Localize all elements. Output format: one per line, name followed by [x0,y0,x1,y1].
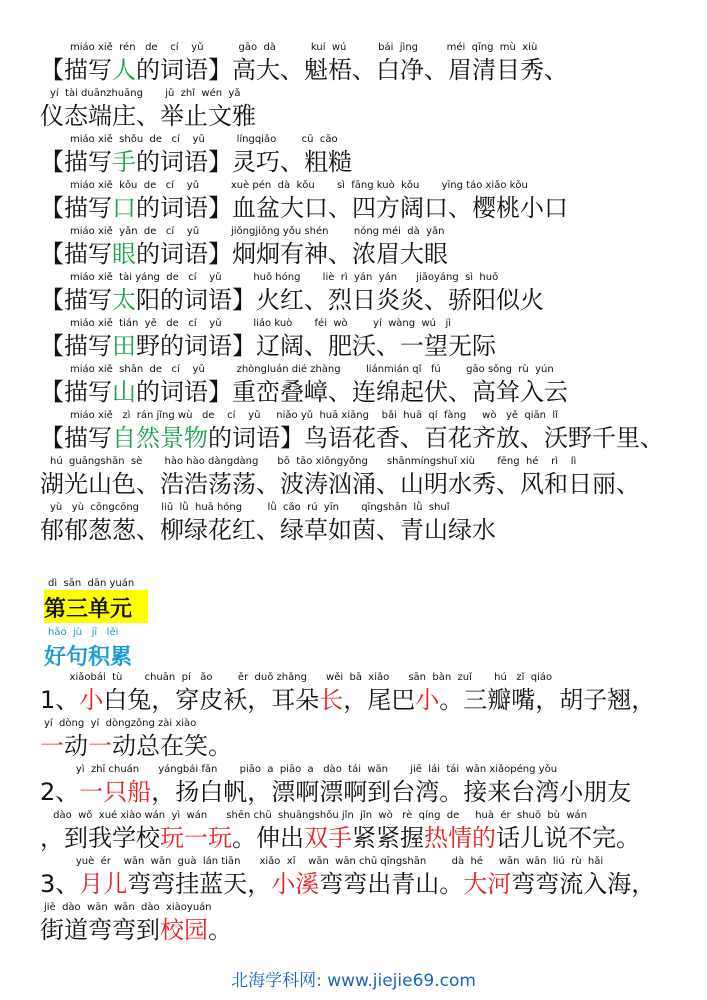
pinyin: hú guāngshān sè hào hào dàngdàng bō tāo xiōngyǒng shānmíngshuǐ xiù fēng hé rì lì [50,456,577,467]
highlight-word: 太 [112,286,136,314]
vocab-text: 【描写山的词语】重峦叠嶂、连绵起伏、高耸入云 [40,378,568,406]
sentence-text: ，到我学校玩一玩。伸出双手紧紧握热情的话儿说不完。 [40,824,640,852]
footer-link[interactable]: 北海学科网: www.jiejie69.com [231,971,476,991]
vocab-text: 湖光山色、浩浩荡荡、波涛汹涌、山明水秀、风和日丽、 [40,470,640,498]
highlight-word: 口 [112,194,136,222]
vocab-text: 【描写田野的词语】辽阔、肥沃、一望无际 [40,332,496,360]
highlight-word: 自然景物 [112,424,208,452]
vocab-text: 【描写手的词语】灵巧、粗糙 [40,148,352,176]
vocab-text: 【描写自然景物的词语】鸟语花香、百花齐放、沃野千里、 [40,424,664,452]
pinyin: miáo xiě yǎn de cí yǔ jiǒngjiǒng yǒu shén nóng méi dà yǎn [70,226,445,237]
unit-title: 第三单元 [44,597,133,622]
highlight-word: 田 [112,332,136,360]
sentence-text: 2、一只船，扬白帆，漂啊漂啊到台湾。接来台湾小朋友 [40,778,632,806]
pinyin: miáo xiě zì rán jǐng wù de cí yǔ niǎo yǔ huā xiāng bǎi huā qí fàng wò yě qiān lǐ [70,410,558,421]
unit-pinyin: dì sān dān yuán [48,578,135,589]
pinyin: miáo xiě tián yě de cí yǔ liáo kuò féi wò yí wàng wú jì [70,318,452,329]
sentence-text: 街道弯弯到校园。 [40,916,232,944]
vocab-text: 郁郁葱葱、柳绿花红、绿草如茵、青山绿水 [40,516,496,544]
vocab-text: 【描写人的词语】高大、魁梧、白净、眉清目秀、 [40,56,568,84]
sentence-text: 1、小白兔，穿皮袄，耳朵长，尾巴小。三瓣嘴，胡子翘， [40,686,656,714]
vocab-text: 【描写太阳的词语】火红、烈日炎炎、骄阳似火 [40,286,544,314]
section-pinyin: hǎo jù jī lěi [48,627,119,638]
highlight-word: 眼 [112,240,136,268]
vocab-text: 仪态端庄、举止文雅 [40,102,256,130]
highlight-word: 手 [112,148,136,176]
pinyin: yì zhī chuán yángbái fān piāo a piāo a dào tái wān jiē lái tái wān xiǎopéng yǒu [60,764,558,775]
pinyin: xiǎobái tù chuān pí ǎo ěr duǒ zhǎng wěi bā xiǎo sān bàn zuǐ hú zǐ qiáo [60,672,553,683]
pinyin: miáo xiě tài yáng de cí yǔ huǒ hóng liè rì yán yán jiāoyáng sì huǒ [70,272,499,283]
pinyin: miáo xiě shǒu de cí yǔ língqiǎo cū cāo [70,134,338,145]
sentence-text: 一动一动总在笑。 [40,732,232,760]
highlight-word: 山 [112,378,136,406]
highlight-word: 人 [112,56,136,84]
pinyin: yù yù cōngcōng liǔ lǜ huā hóng lǜ cǎo rú yīn qīngshān lǜ shuǐ [50,502,450,513]
sentence-text: 3、月儿弯弯挂蓝天，小溪弯弯出青山。大河弯弯流入海， [40,870,656,898]
pinyin: miáo xiě rén de cí yǔ gāo dà kuí wú bái jìng méi qīng mù xiù [70,42,538,53]
pinyin: yuè ér wān wān guà lán tiān xiǎo xī wān wān chū qīngshān dà hé wān wān liú rù hǎi [60,856,604,867]
vocab-text: 【描写口的词语】血盆大口、四方阔口、樱桃小口 [40,194,568,222]
pinyin: yí tài duānzhuāng jǔ zhǐ wén yǎ [50,88,241,99]
pinyin: dào wǒ xué xiào wán yì wán shēn chū shuāngshǒu jǐn jǐn wò rè qíng de huà ér shuō bù wán [50,810,588,821]
pinyin: miáo xiě kǒu de cí yǔ xuè pén dà kǒu sì fāng kuò kǒu yīng táo xiǎo kǒu [70,180,528,191]
pinyin: jiē dào wān wān dào xiàoyuán [44,902,212,913]
section-title: 好句积累 [44,645,133,670]
pinyin: miáo xiě shān de cí yǔ zhòngluán dié zhàng liánmián qǐ fú gāo sǒng rù yún [70,364,554,375]
pinyin: yí dòng yí dòngzǒng zài xiào [44,718,197,729]
vocab-text: 【描写眼的词语】炯炯有神、浓眉大眼 [40,240,448,268]
